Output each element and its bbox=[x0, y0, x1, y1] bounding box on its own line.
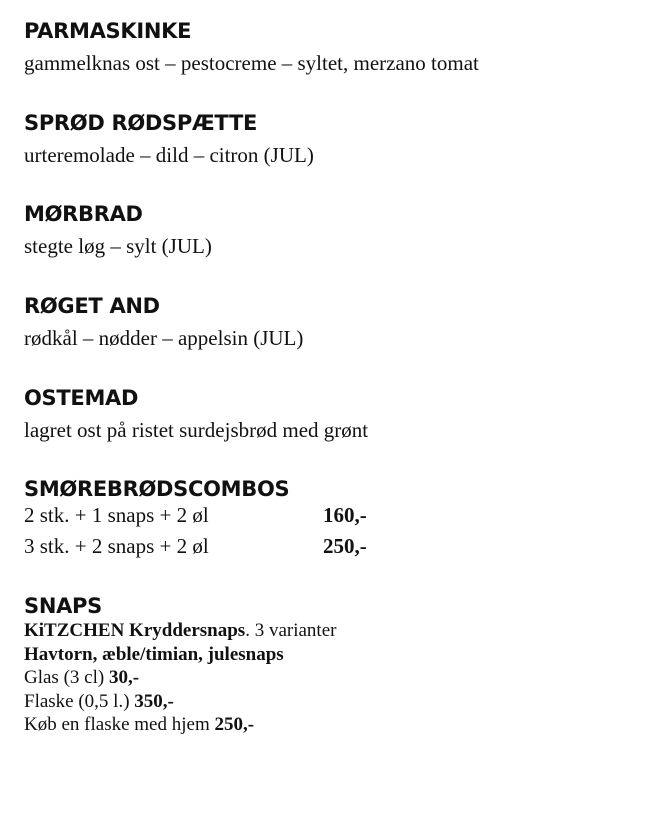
menu-item-description: lagret ost på ristet surdejsbrød med grønt bbox=[24, 418, 369, 442]
snaps-flaske-line bbox=[24, 690, 336, 714]
combos-section bbox=[24, 476, 367, 564]
menu-item-title: OSTEMAD bbox=[24, 386, 139, 410]
combo-text: 2 stk. + 1 snaps + 2 øl bbox=[24, 503, 209, 527]
menu-item-ostemad bbox=[24, 385, 368, 443]
snaps-glas-line bbox=[24, 666, 336, 690]
menu-item-description: rødkål – nødder – appelsin (JUL) bbox=[24, 326, 304, 350]
combo-text: 3 stk. + 2 snaps + 2 øl bbox=[24, 534, 209, 558]
menu-item-description: urteremolade – dild – citron (JUL) bbox=[24, 143, 314, 167]
menu-item-title: PARMASKINKE bbox=[24, 19, 192, 43]
glas-label: Glas (3 cl) bbox=[24, 667, 109, 688]
combo-row bbox=[24, 502, 367, 533]
snaps-section bbox=[24, 593, 336, 737]
menu-item-description: stegte løg – sylt (JUL) bbox=[24, 234, 212, 258]
flaske-price: 350,- bbox=[134, 690, 174, 712]
snaps-title: SNAPS bbox=[24, 594, 102, 618]
combo-row bbox=[24, 533, 367, 564]
menu-item-title: SPRØD RØDSPÆTTE bbox=[24, 111, 258, 135]
menu-item-morbrad bbox=[24, 201, 212, 259]
snaps-brand: KiTZCHEN Kryddersnaps bbox=[24, 620, 246, 641]
flaske-label: Flaske (0,5 l.) bbox=[24, 690, 135, 712]
hjem-label: Køb en flaske med hjem bbox=[24, 714, 215, 735]
snaps-flavours: Havtorn, æble/timian, julesnaps bbox=[24, 643, 284, 665]
glas-price: 30,- bbox=[108, 667, 140, 688]
hjem-price: 250,- bbox=[214, 714, 255, 735]
menu-item-parmaskinke bbox=[24, 18, 479, 76]
snaps-variants: . 3 varianter bbox=[245, 620, 337, 641]
menu-item-description: gammelknas ost – pestocreme – syltet, merzano tomat bbox=[24, 51, 479, 75]
menu-item-sprod-rodspaette bbox=[24, 110, 314, 168]
snaps-hjem-line bbox=[24, 713, 336, 737]
menu-item-title: MØRBRAD bbox=[24, 202, 143, 226]
combo-price: 250,- bbox=[323, 534, 367, 558]
menu-item-title: RØGET AND bbox=[24, 294, 160, 318]
combo-price: 160,- bbox=[323, 503, 367, 527]
snaps-brand-line bbox=[24, 619, 336, 643]
menu-item-roget-and bbox=[24, 293, 303, 351]
combos-title: SMØREBRØDSCOMBOS bbox=[24, 477, 290, 501]
